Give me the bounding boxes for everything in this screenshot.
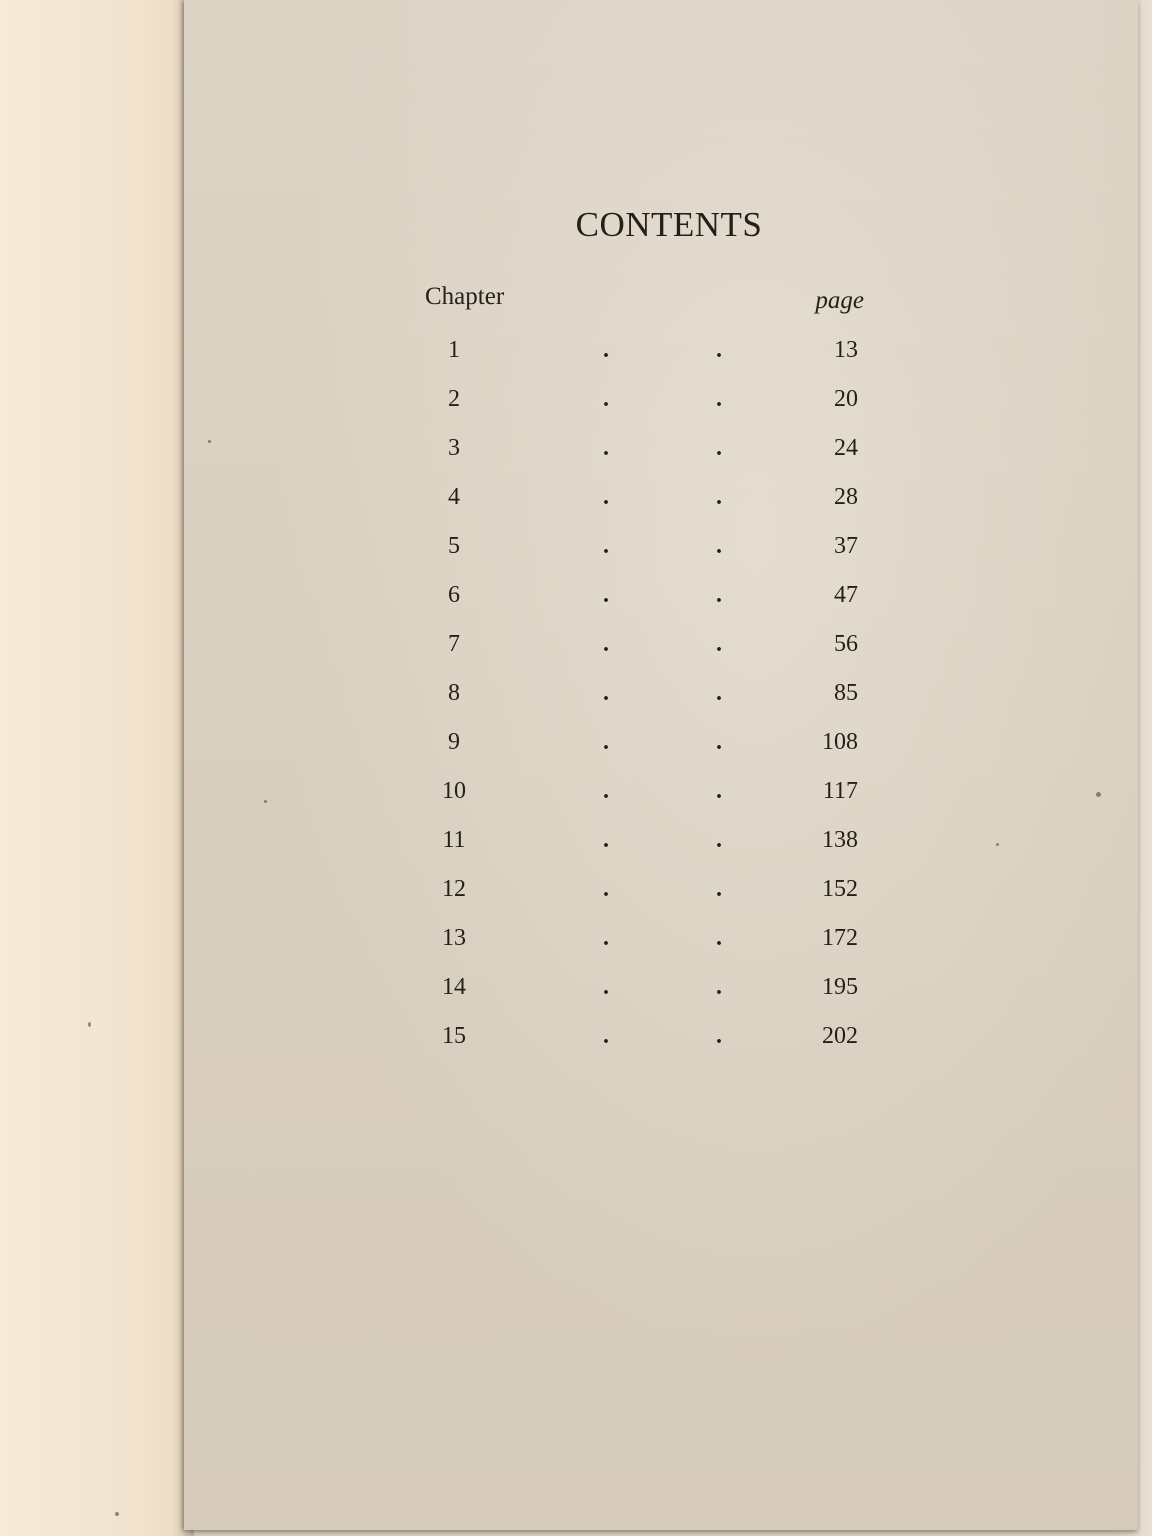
leader-dot: .	[716, 876, 722, 902]
toc-row	[184, 876, 1138, 916]
page-number: 56	[834, 631, 858, 657]
contents-page	[184, 0, 1138, 1530]
paper-speck	[1096, 792, 1101, 797]
chapter-number: 12	[442, 876, 466, 902]
paper-speck	[264, 800, 267, 803]
page-number: 28	[834, 484, 858, 510]
page-number: 13	[834, 337, 858, 363]
page-number: 20	[834, 386, 858, 412]
chapter-number: 8	[448, 680, 460, 706]
paper-speck	[115, 1512, 119, 1516]
leader-dot: .	[716, 484, 722, 510]
leader-dot: .	[603, 631, 609, 657]
chapter-number: 3	[448, 435, 460, 461]
toc-row	[184, 533, 1138, 573]
chapter-number: 5	[448, 533, 460, 559]
page-number: 195	[822, 974, 858, 1000]
chapter-column-header: Chapter	[425, 283, 505, 310]
page-number: 172	[822, 925, 858, 951]
leader-dot: .	[603, 974, 609, 1000]
page-number: 108	[822, 729, 858, 755]
page-number: 47	[834, 582, 858, 608]
chapter-number: 1	[448, 337, 460, 363]
page-title: CONTENTS	[575, 205, 763, 244]
leader-dot: .	[716, 533, 722, 559]
page-column-header: page	[815, 287, 864, 314]
leader-dot: .	[716, 386, 722, 412]
leader-dot: .	[603, 337, 609, 363]
page-number: 152	[822, 876, 858, 902]
facing-page	[0, 0, 190, 1536]
paper-speck	[88, 1022, 91, 1027]
paper-speck	[208, 440, 211, 443]
page-number: 24	[834, 435, 858, 461]
chapter-number: 7	[448, 631, 460, 657]
leader-dot: .	[603, 827, 609, 853]
page-number: 85	[834, 680, 858, 706]
page-number: 138	[822, 827, 858, 853]
leader-dot: .	[603, 386, 609, 412]
leader-dot: .	[603, 876, 609, 902]
toc-row	[184, 778, 1138, 818]
toc-row	[184, 386, 1138, 426]
leader-dot: .	[716, 337, 722, 363]
leader-dot: .	[603, 533, 609, 559]
chapter-number: 4	[448, 484, 460, 510]
leader-dot: .	[716, 925, 722, 951]
chapter-number: 13	[442, 925, 466, 951]
chapter-number: 6	[448, 582, 460, 608]
toc-row	[184, 582, 1138, 622]
leader-dot: .	[716, 974, 722, 1000]
leader-dot: .	[716, 778, 722, 804]
chapter-number: 2	[448, 386, 460, 412]
leader-dot: .	[603, 435, 609, 461]
chapter-number: 10	[442, 778, 466, 804]
leader-dot: .	[716, 680, 722, 706]
toc-row	[184, 631, 1138, 671]
chapter-number: 9	[448, 729, 460, 755]
leader-dot: .	[603, 778, 609, 804]
leader-dot: .	[603, 1023, 609, 1049]
leader-dot: .	[716, 631, 722, 657]
toc-row	[184, 729, 1138, 769]
leader-dot: .	[603, 729, 609, 755]
toc-row	[184, 435, 1138, 475]
toc-row	[184, 680, 1138, 720]
page-number: 117	[822, 778, 858, 804]
paper-speck	[996, 843, 999, 846]
leader-dot: .	[716, 729, 722, 755]
leader-dot: .	[716, 827, 722, 853]
toc-row	[184, 925, 1138, 965]
page-number: 37	[834, 533, 858, 559]
toc-row	[184, 827, 1138, 867]
chapter-number: 15	[442, 1023, 466, 1049]
leader-dot: .	[603, 484, 609, 510]
toc-row	[184, 974, 1138, 1014]
leader-dot: .	[716, 435, 722, 461]
leader-dot: .	[603, 925, 609, 951]
toc-row	[184, 1023, 1138, 1063]
leader-dot: .	[716, 1023, 722, 1049]
toc-row	[184, 337, 1138, 377]
toc-row	[184, 484, 1138, 524]
contents-list	[184, 0, 1138, 1100]
chapter-number: 11	[442, 827, 466, 853]
leader-dot: .	[716, 582, 722, 608]
chapter-number: 14	[442, 974, 466, 1000]
leader-dot: .	[603, 582, 609, 608]
page-number: 202	[822, 1023, 858, 1049]
leader-dot: .	[603, 680, 609, 706]
